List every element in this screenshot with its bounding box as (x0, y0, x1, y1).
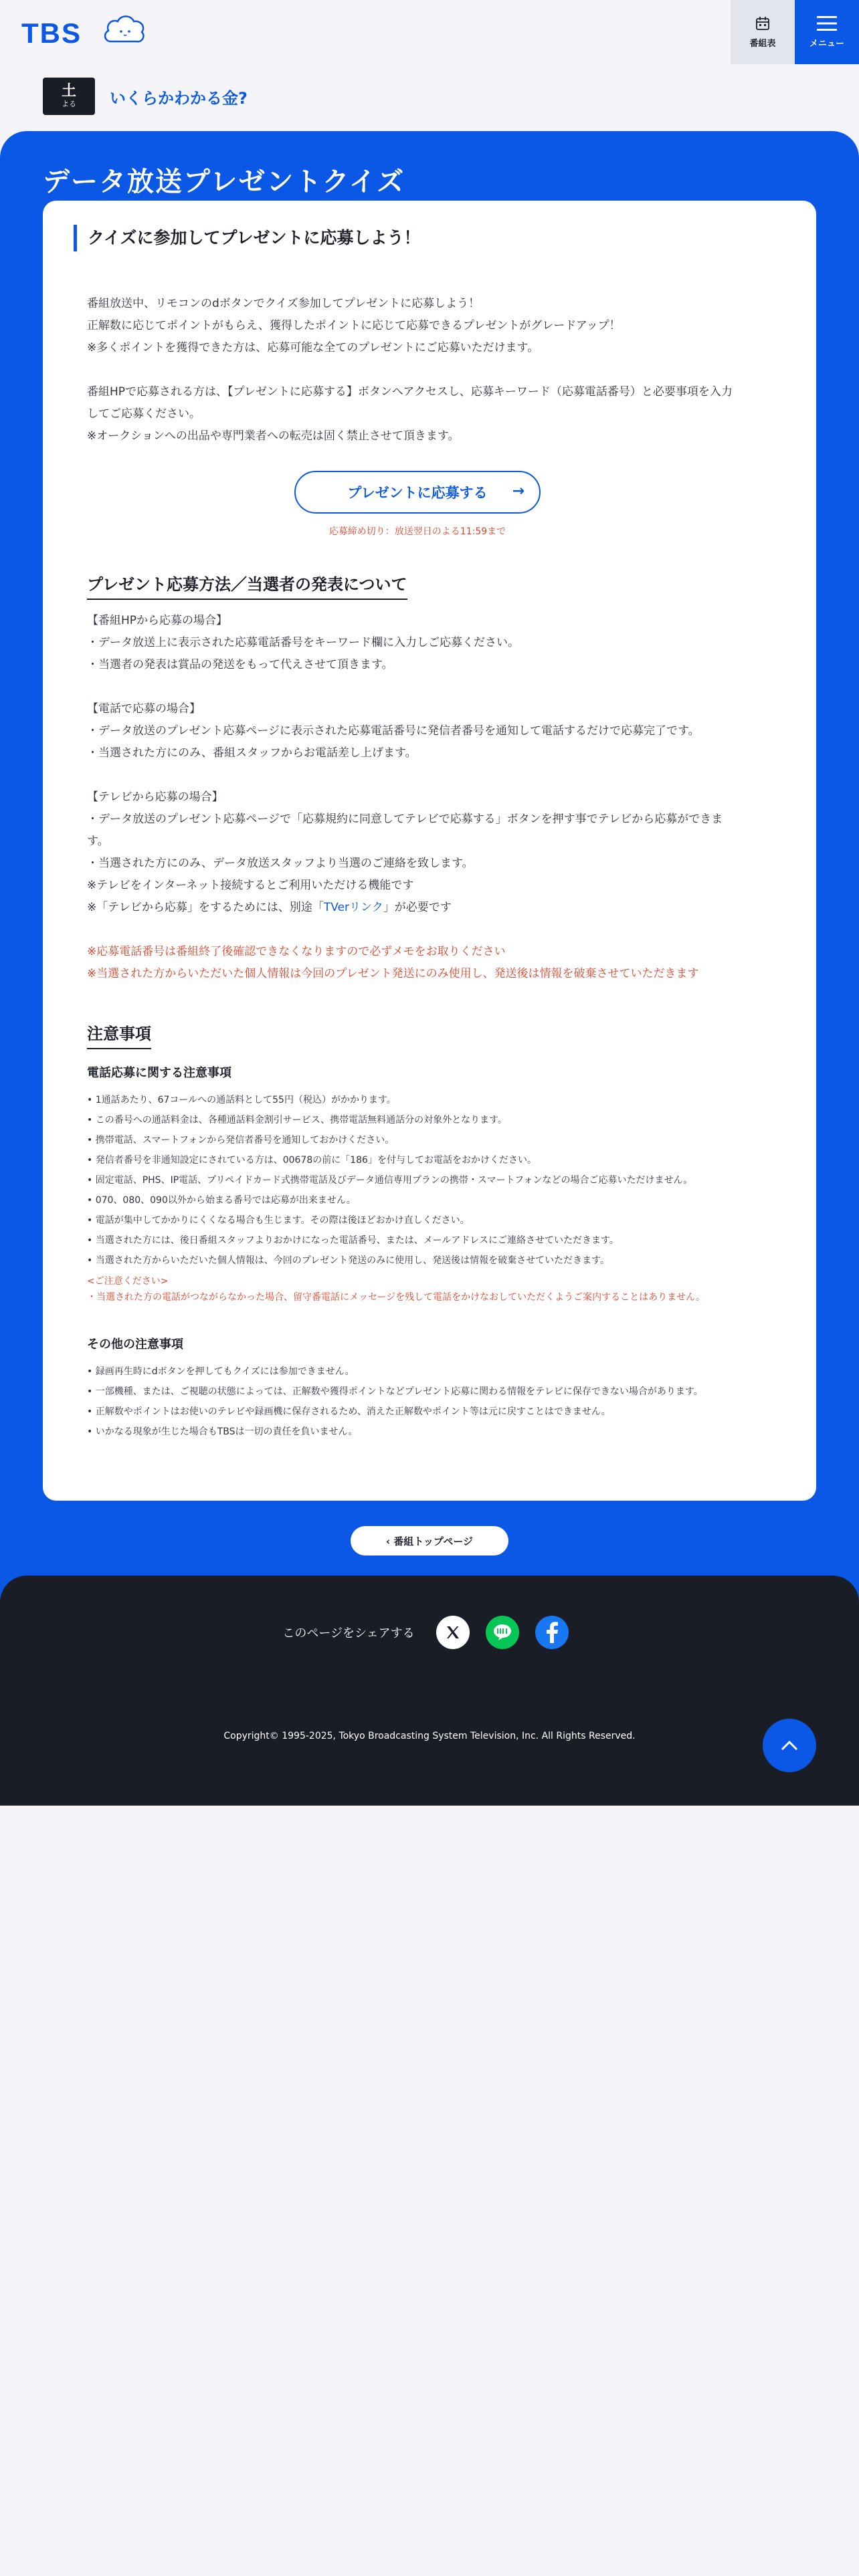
howto-line: ・データ放送のプレゼント応募ページで「応募規約に同意してテレビで応募する」ボタンを押す事でテレビから応募ができま (87, 813, 723, 826)
facebook-logo-icon (545, 1622, 559, 1643)
howto-line: ・データ放送上に表示された応募電話番号をキーワード欄に入力しご応募ください。 (87, 636, 519, 649)
tver-link[interactable]: TVerリンク (323, 901, 383, 914)
list-item: • この番号への通話料金は、各種通話料金割引サービス、携帯電話無料通話分の対象外となります。 (87, 1115, 508, 1125)
tver-line (87, 897, 783, 919)
share-bar (0, 1616, 859, 1649)
howto-line: ・当選された方にのみ、データ放送スタッフより当選のご連絡を致します。 (87, 857, 474, 870)
menu-button[interactable] (795, 0, 859, 64)
list-item: • 当選された方には、後日番組スタッフよりおかけになった電話番号、または、メールアドレスにご連絡させていただきます。 (87, 1235, 619, 1246)
list-item: • 070、080、090以外から始まる番号では応募が出来ません。 (87, 1195, 356, 1206)
menu-label: メニュー (809, 38, 844, 49)
intro-line: 正解数に応じてポイントがもらえ、獲得したポイントに応じて応募できるプレゼントがグレードアップ！ (87, 319, 621, 332)
intro-line: ※オークションへの出品や専門業者への転売は固く禁止させて頂きます。 (87, 429, 460, 443)
other-notes-title: その他の注意事項 (87, 1337, 183, 1352)
list-item: • 当選された方からいただいた個人情報は、今回のプレゼント発送のみに使用し、発送後は情報を破棄させていただきます。 (87, 1255, 610, 1266)
howto-line: 【テレビから応募の場合】 (87, 790, 223, 804)
caution-label: <ご注意ください> (87, 1276, 169, 1287)
broadcast-day-badge (43, 78, 95, 115)
broadcast-day: 土 (61, 83, 76, 100)
phone-notes-list (87, 1090, 796, 1305)
list-item: • 発信者番号を非通知設定にされている方は、00678の前に「186」を付与してお電話をおかけください。 (87, 1155, 537, 1166)
share-line-button[interactable] (486, 1616, 519, 1649)
warning-line: ※応募電話番号は番組終了後確認できなくなりますので必ずメモをお取りください (87, 945, 506, 958)
intro-line: してご応募ください。 (87, 407, 201, 421)
howto-text (87, 610, 783, 985)
other-notes-list (87, 1362, 796, 1442)
intro-line (87, 359, 783, 381)
list-item: • 電話が集中してかかりにくくなる場合も生じます。その際は後ほどおかけ直しください。 (87, 1215, 470, 1226)
phone-notes-title: 電話応募に関する注意事項 (87, 1066, 231, 1080)
program-name-link[interactable]: いくらかわかる金? (110, 88, 248, 108)
tver-suffix: 」が必要です (383, 901, 452, 914)
howto-line (87, 676, 783, 698)
list-item: • 録画再生時にdボタンを押してもクイズには参加できません。 (87, 1366, 355, 1377)
hamburger-icon (817, 16, 837, 31)
chevron-up-icon (781, 1740, 798, 1751)
site-footer (0, 1576, 859, 1806)
deadline-note: 応募締め切り：放送翌日のよる11:59まで (328, 526, 506, 537)
program-list-button[interactable] (731, 0, 795, 64)
howto-line: ・データ放送のプレゼント応募ページに表示された応募電話番号に発信者番号を通知して電話するだけで応募完了です。 (87, 724, 700, 738)
howto-title: プレゼント応募方法／当選者の発表について (87, 571, 407, 600)
page-title: データ放送プレゼントクイズ (43, 167, 405, 197)
list-item: • 一部機種、または、ご視聴の状態によっては、正解数や獲得ポイントなどプレゼント応募に関わる情報をテレビに保存できない場合があります。 (87, 1386, 703, 1397)
howto-line: ・当選された方にのみ、番組スタッフからお電話差し上げます。 (87, 746, 417, 760)
scroll-to-top-button[interactable] (763, 1719, 816, 1772)
program-top-button[interactable]: ‹ 番組トップページ (351, 1526, 508, 1555)
list-item: • 1通話あたり、67コールへの通話料として55円（税込）がかかります。 (87, 1095, 396, 1105)
calendar-icon (755, 16, 770, 31)
tver-prefix: ※「テレビから応募」をするためには、別途「 (87, 901, 324, 914)
x-logo-icon (445, 1624, 461, 1640)
intro-text (87, 293, 783, 447)
warning-line: ※当選された方からいただいた個人情報は今回のプレゼント発送にのみ使用し、発送後は情報を破棄させていただきます (87, 967, 699, 980)
list-item: • 正解数やポイントはお使いのテレビや録画機に保存されるため、消えた正解数やポイント等は元に戻すことはできません。 (87, 1406, 611, 1417)
apply-button-label: プレゼントに応募する (347, 485, 488, 501)
list-item: • 固定電話、PHS、IP電話、プリペイドカード式携帯電話及びデータ通信専用プランの携帯・スマートフォンなどの場合ご応募いただけません。 (87, 1175, 693, 1186)
tbs-logo[interactable]: TBS (21, 17, 82, 49)
program-info (43, 78, 248, 115)
howto-line: ※テレビをインターネット接続するとご利用いただける機能です (87, 879, 414, 892)
site-header (0, 0, 859, 64)
notes-title: 注意事項 (87, 1021, 151, 1049)
intro-line: 番組放送中、リモコンのdボタンでクイズ参加してプレゼントに応募しよう！ (87, 297, 480, 310)
caution-text: ・当選された方の電話がつながらなかった場合、留守番電話にメッセージを残して電話をかけなおしていただくようご案内することはありません。 (87, 1292, 705, 1303)
howto-line: 【番組HPから応募の場合】 (87, 614, 228, 627)
intro-line: ※多くポイントを獲得できた方は、応募可能な全てのプレゼントにご応募いただけます。 (87, 341, 539, 354)
intro-line: 番組HPで応募される方は、【プレゼントに応募する】ボタンへアクセスし、応募キーワード（応募電話番号）と必要事項を入力 (87, 385, 733, 399)
card-heading: クイズに参加してプレゼントに応募しよう！ (74, 225, 421, 251)
line-logo-icon (492, 1623, 513, 1642)
list-item: • いかなる現象が生じた場合もTBSは一切の責任を負いません。 (87, 1426, 358, 1437)
list-item: • 携帯電話、スマートフォンから発信者番号を通知しておかけください。 (87, 1135, 395, 1146)
share-facebook-button[interactable] (535, 1616, 569, 1649)
share-x-button[interactable] (436, 1616, 470, 1649)
broadcast-time: よる (62, 100, 76, 108)
arrow-right-icon: → (512, 483, 524, 500)
content-card (43, 201, 816, 1501)
howto-line: す。 (87, 835, 109, 848)
howto-line (87, 764, 783, 786)
howto-line: 【電話で応募の場合】 (87, 702, 201, 716)
mascot-cloud-icon (102, 12, 147, 49)
share-label: このページをシェアする (282, 1626, 415, 1640)
apply-present-button[interactable] (294, 471, 541, 514)
program-list-label: 番組表 (749, 38, 776, 49)
copyright: Copyright© 1995-2025, Tokyo Broadcasting System Television, Inc. All Rights Reserved. (223, 1731, 636, 1741)
howto-line: ・当選者の発表は賞品の発送をもって代えさせて頂きます。 (87, 658, 393, 671)
main-section (0, 131, 859, 1602)
